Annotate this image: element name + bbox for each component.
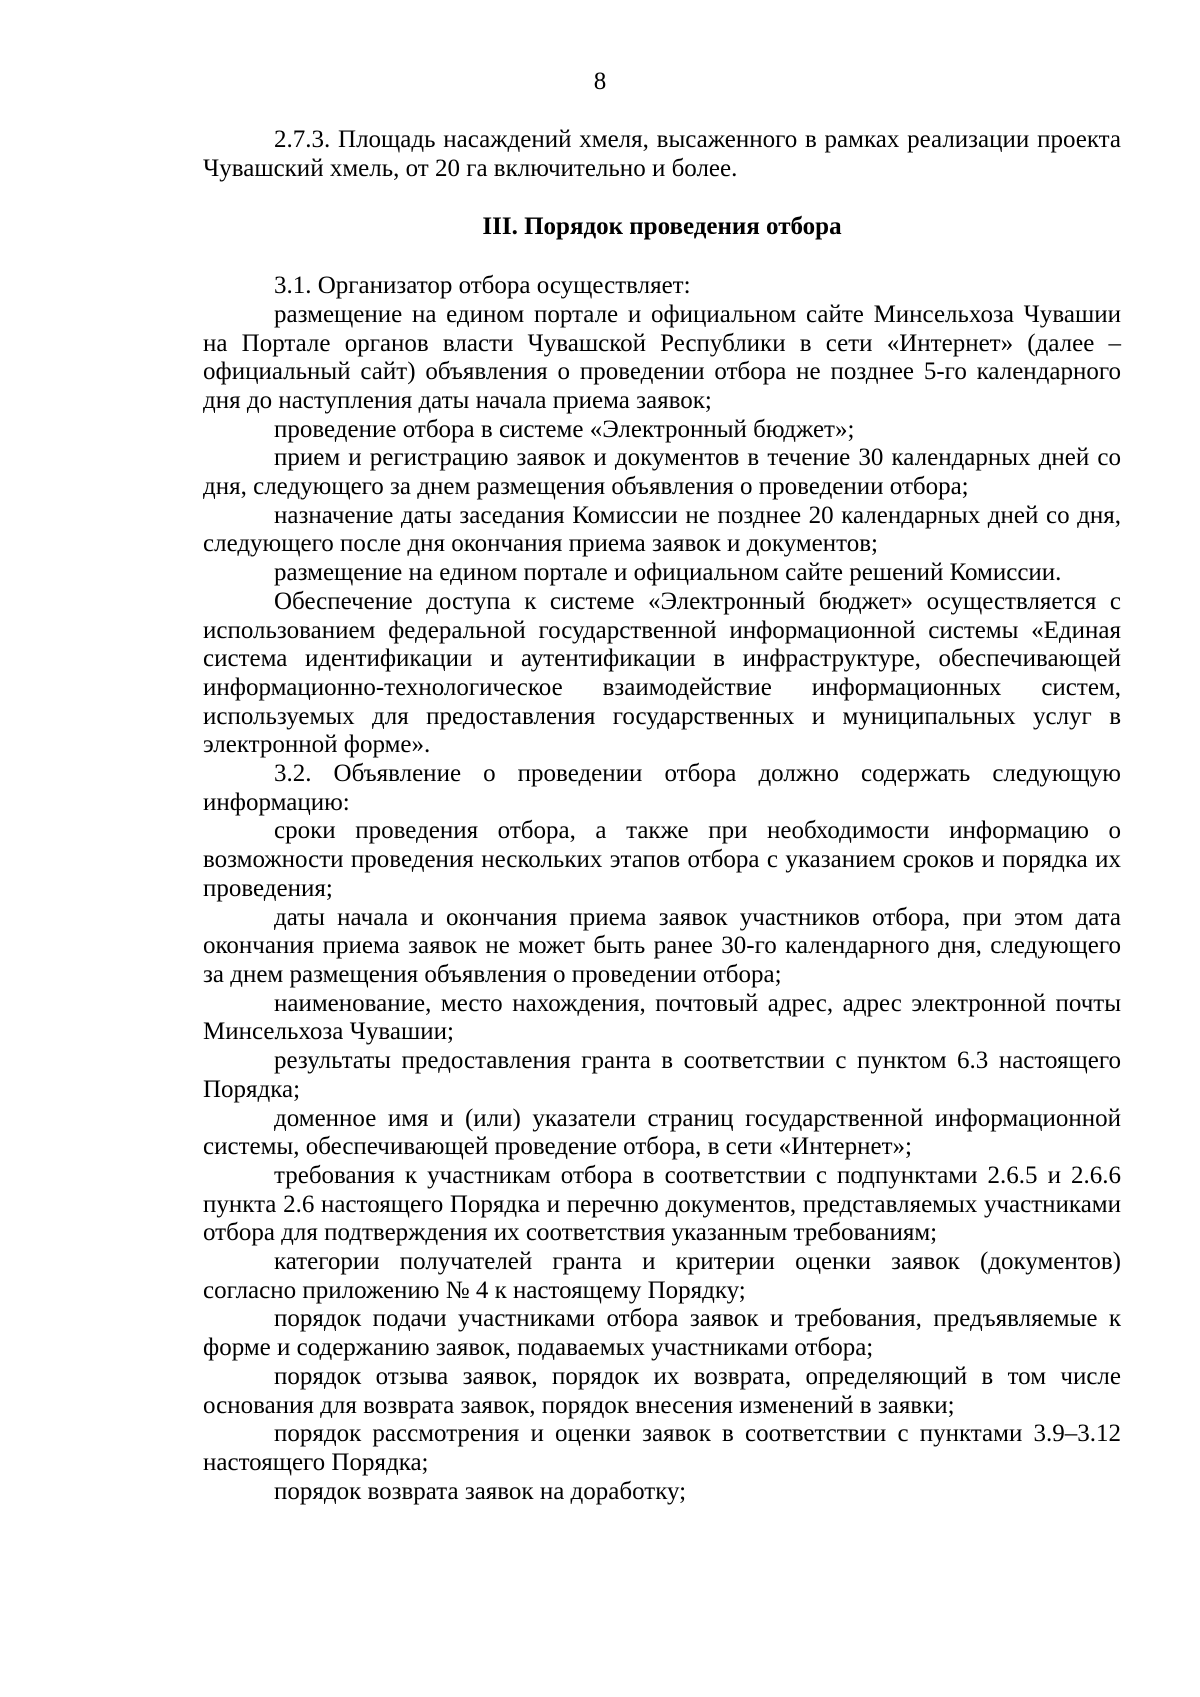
- paragraph: наименование, место нахождения, почтовый адрес, адрес электронной почты Минсельхоза Чувашии;: [203, 989, 1121, 1046]
- paragraph: 2.7.3. Площадь насаждений хмеля, высаженного в рамках реализации проекта Чувашский хмель, от 20 га включительно и более.: [203, 126, 1121, 182]
- paragraph: порядок отзыва заявок, порядок их возврата, определяющий в том числе основания для возврата заявок, порядок внесения изменений в заявки;: [203, 1362, 1121, 1419]
- page-number: 8: [593, 68, 607, 95]
- paragraph: порядок подачи участниками отбора заявок и требования, предъявляемые к форме и содержанию заявок, подаваемых участниками отбора;: [203, 1305, 1121, 1362]
- section-heading: III. Порядок проведения отбора: [482, 213, 842, 241]
- paragraph: доменное имя и (или) указатели страниц государственной информационной системы, обеспечивающей проведение отбора, в сети «Интернет»;: [203, 1104, 1121, 1161]
- paragraph: порядок возврата заявок на доработку;: [274, 1477, 687, 1505]
- document-body: [203, 126, 1121, 1506]
- paragraph: результаты предоставления гранта в соответствии с пунктом 6.3 настоящего Порядка;: [203, 1047, 1121, 1103]
- paragraph: назначение даты заседания Комиссии не позднее 20 календарных дней со дня, следующего после дня окончания приема заявок и документов;: [203, 501, 1121, 558]
- paragraph: размещение на едином портале и официальном сайте Минсельхоза Чувашии на Портале органов власти Чувашской Республики в сети «Интернет» (далее – официальный сайт) объявления о проведении отбора не позднее 5-го календарного дня до наступления даты начала приема заявок;: [203, 300, 1121, 414]
- paragraph: сроки проведения отбора, а также при необходимости информацию о возможности проведения нескольких этапов отбора с указанием сроков и порядка их проведения;: [203, 817, 1121, 902]
- paragraph: даты начала и окончания приема заявок участников отбора, при этом дата окончания приема заявок не может быть ранее 30-го календарного дня, следующего за днем размещения объявления о проведении отбора;: [203, 903, 1121, 988]
- paragraph: 3.2. Объявление о проведении отбора должно содержать следующую информацию:: [203, 760, 1121, 816]
- paragraph: проведение отбора в системе «Электронный бюджет»;: [274, 415, 855, 443]
- paragraph: Обеспечение доступа к системе «Электронный бюджет» осуществляется с использованием федеральной государственной информационной системы «Единая система идентификации и аутентификации в инфраструктуре, обеспечивающей информационно-технологическое взаимодействие информационных систем, используемых для предоставления государственных и муниципальных услуг в электронной форме».: [203, 587, 1121, 759]
- paragraph: категории получателей гранта и критерии оценки заявок (документов) согласно приложению № 4 к настоящему Порядку;: [203, 1248, 1121, 1304]
- paragraph: требования к участникам отбора в соответствии с подпунктами 2.6.5 и 2.6.6 пункта 2.6 настоящего Порядка и перечню документов, представляемых участниками отбора для подтверждения их соответствия указанным требованиям;: [203, 1161, 1121, 1247]
- paragraph: размещение на едином портале и официальном сайте решений Комиссии.: [274, 559, 1062, 587]
- paragraph: 3.1. Организатор отбора осуществляет:: [274, 272, 691, 300]
- paragraph: порядок рассмотрения и оценки заявок в соответствии с пунктами 3.9–3.12 настоящего Порядка;: [203, 1420, 1121, 1476]
- paragraph: прием и регистрацию заявок и документов в течение 30 календарных дней со дня, следующего за днем размещения объявления о проведении отбора;: [203, 444, 1121, 501]
